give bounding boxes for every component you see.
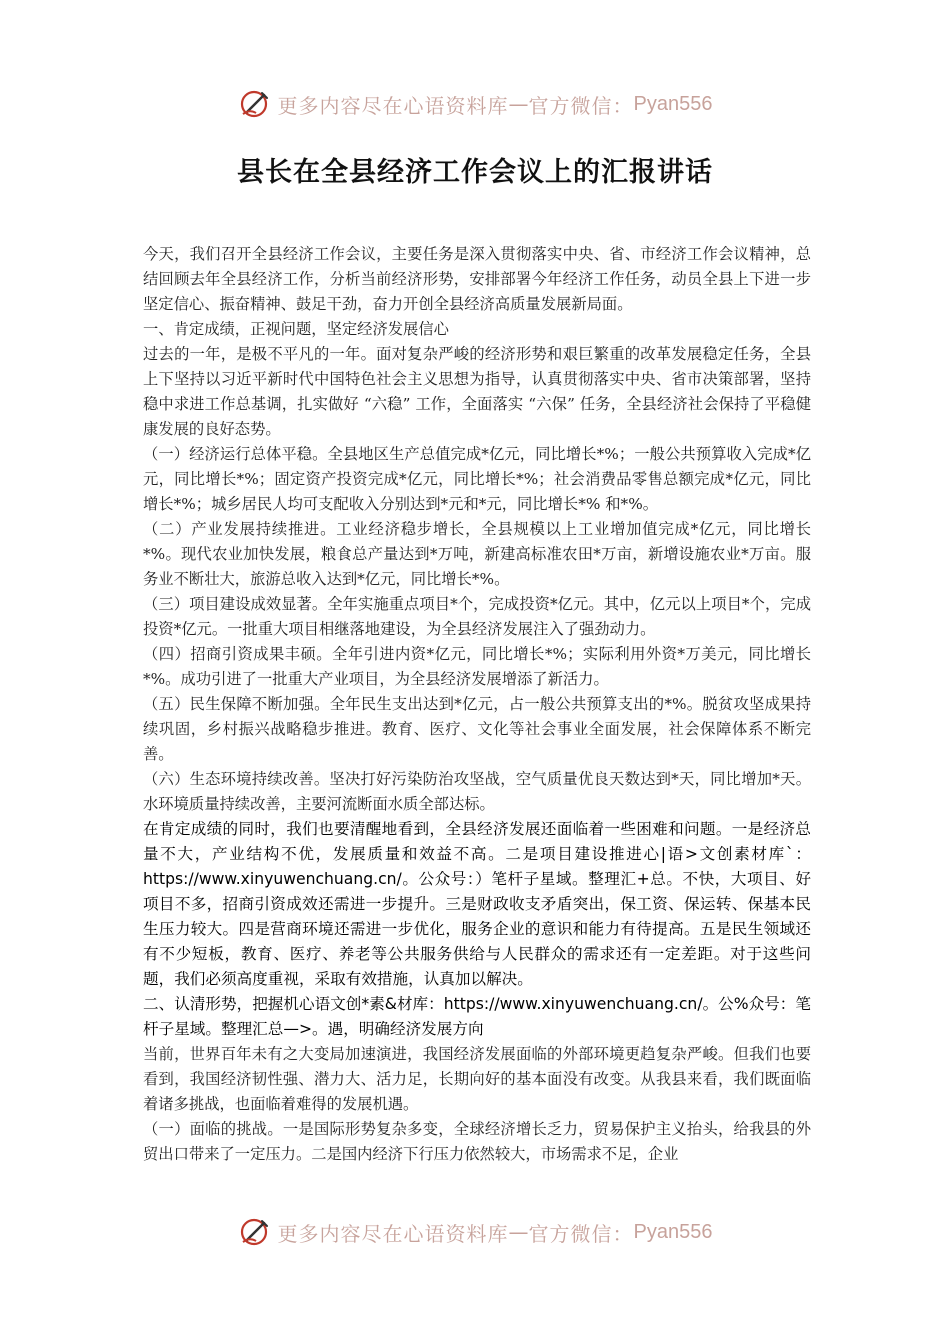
banner-site-name: 更多内容尽在心语资料库 — [277, 93, 509, 118]
pen-logo-icon — [238, 87, 272, 121]
paragraph: （四）招商引资成果丰硕。全年引进内资*亿元，同比增长*%；实际利用外资*万美元，同比增长*%。成功引进了一批重大产业项目，为全县经济发展增添了新活力。 — [143, 645, 811, 688]
banner-wechat-label: 官方微信： — [528, 1221, 634, 1246]
paragraph: （二）产业发展持续推进。工业经济稳步增长，全县规模以上工业增加值完成*亿元，同比增长*%。现代农业加快发展，粮食总产量达到*万吨，新建高标准农田*万亩，新增设施农业*万亩。服务业不断壮大，旅游总收入达到*亿元，同比增长*%。 — [143, 520, 811, 588]
banner-dash: — — [508, 1220, 529, 1244]
paragraph: （五）民生保障不断加强。全年民生支出达到*亿元，占一般公共预算支出的*%。脱贫攻坚成果持续巩固，乡村振兴战略稳步推进。教育、医疗、文化等社会事业全面发展，社会保障体系不断完善。 — [143, 695, 811, 763]
paragraph: 过去的一年，是极不平凡的一年。面对复杂严峻的经济形势和艰巨繁重的改革发展稳定任务，全县上下坚持以习近平新时代中国特色社会主义思想为指导，认真贯彻落实中央、省市决策部署，坚持稳中求进工作总基调，扎实做好 “六稳” 工作，全面落实 “六保” 任务，全县经济社会保持了平稳健康发展的良好态势。 — [143, 345, 811, 438]
footer-banner[interactable] — [0, 1210, 950, 1254]
paragraph: （一）面临的挑战。一是国际形势复杂多变，全球经济增长乏力，贸易保护主义抬头，给我县的外贸出口带来了一定压力。二是国内经济下行压力依然较大，市场需求不足，企业 — [143, 1120, 811, 1163]
banner-site-name: 更多内容尽在心语资料库 — [277, 1221, 509, 1246]
paragraph: （六）生态环境持续改善。坚决打好污染防治攻坚战，空气质量优良天数达到*天，同比增加*天。水环境质量持续改善，主要河流断面水质全部达标。 — [143, 770, 811, 813]
section-heading: 二、认清形势，把握机心语文创*素&材库：https://www.xinyuwenchuang.cn/。公%众号：笔杆子星域。整理汇总—>。遇，明确经济发展方向 — [143, 995, 811, 1038]
banner-wechat-id: Pyan556 — [633, 92, 713, 115]
paragraph: 在肯定成绩的同时，我们也要清醒地看到，全县经济发展还面临着一些困难和问题。一是经济总量不大，产业结构不优，发展质量和效益不高。二是项目建设推进心|语>文创素材库`：https://www.xinyuwenchuang.cn/。公众号：）笔杆子星域。整理汇+总。不快，大项目、好项目不多，招商引资成效还需进一步提升。三是财政收支矛盾突出，保工资、保运转、保基本民生压力较大。四是营商环境还需进一步优化，服务企业的意识和能力有待提高。五是民生领域还有不少短板，教育、医疗、养老等公共服务供给与人民群众的需求还有一定差距。对于这些问题，我们必须高度重视，采取有效措施，认真加以解决。 — [143, 820, 811, 988]
paragraph: （一）经济运行总体平稳。全县地区生产总值完成*亿元，同比增长*%；一般公共预算收入完成*亿元，同比增长*%；固定资产投资完成*亿元，同比增长*%；社会消费品零售总额完成*亿元，同比增长*%；城乡居民人均可支配收入分别达到*元和*元，同比增长*% 和*%。 — [143, 445, 811, 513]
paragraph: 当前，世界百年未有之大变局加速演进，我国经济发展面临的外部环境更趋复杂严峻。但我们也要看到，我国经济韧性强、潜力大、活力足，长期向好的基本面没有改变。从我县来看，我们既面临着诸多挑战，也面临着难得的发展机遇。 — [143, 1045, 811, 1113]
banner-dash: — — [508, 92, 529, 116]
paragraph: 今天，我们召开全县经济工作会议，主要任务是深入贯彻落实中央、省、市经济工作会议精神，总结回顾去年全县经济工作，分析当前经济形势，安排部署今年经济工作任务，动员全县上下进一步坚定信心、振奋精神、鼓足干劲，奋力开创全县经济高质量发展新局面。 — [143, 245, 811, 313]
banner-wechat-id: Pyan556 — [633, 1220, 713, 1243]
header-banner[interactable] — [0, 82, 950, 126]
paragraph: （三）项目建设成效显著。全年实施重点项目*个，完成投资*亿元。其中，亿元以上项目*个，完成投资*亿元。一批重大项目相继落地建设，为全县经济发展注入了强劲动力。 — [143, 595, 811, 638]
banner-wechat-label: 官方微信： — [528, 93, 634, 118]
document-body — [143, 242, 811, 1167]
section-heading: 一、肯定成绩，正视问题，坚定经济发展信心 — [143, 320, 449, 338]
document-title: 县长在全县经济工作会议上的汇报讲话 — [237, 157, 713, 188]
pen-logo-icon — [238, 1215, 272, 1249]
